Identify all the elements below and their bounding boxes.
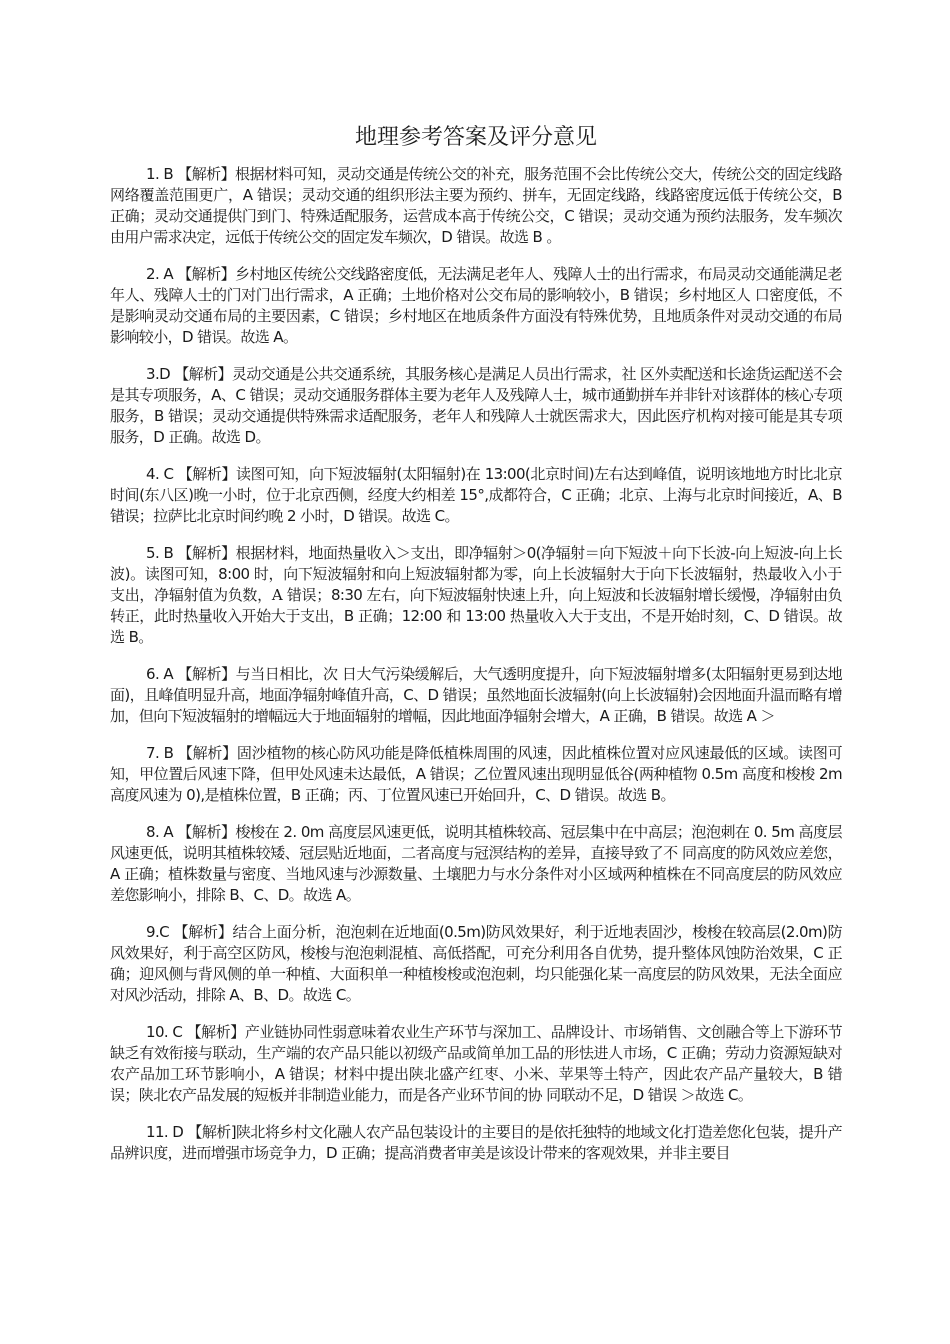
answer-paragraph-8: 8. A 【解析】梭梭在 2. 0m 高度层风速更低，说明其植株较高、冠层集中在中高层；泡泡刺在 0. 5m 高度层风速更低，说明其植株较矮、冠层贴近地面，二者高度与冠溟结构的差异，直接导致了不 同高度的防风效应差您，A 正确；植株数量与密度、当地风速与沙源数量、土壤肥力与水分条件对小区域两种植株在不同高度层的防风效应差您影响小，排除 B、C、D。故选 A。 xyxy=(110,823,842,904)
answer-paragraph-6: 6. A 【解析】与当日相比，次 日大气污染缓解后，大气透明度提升，向下短波辐射增多(太阳辐射更易到达地面)，且峰值明显升高，地面净辐射峰值升高，C、D 错误；虽然地面长波辐射(向上长波辐射)会因地面升温而略有增加，但向下短波辐射的增幅远大于地面辐射的增幅，因此地面净辐射会增大，A 正确，B 错误。故选 A ＞ xyxy=(110,665,842,725)
answer-paragraph-4: 4. C 【解析】读图可知，向下短波辐射(太阳辐射)在 13:00(北京时间)左右达到峰值，说明该地地方时比北京时间(东八区)晚一小时，位于北京西侧，经度大约相差 15°,成都符合，C 正确；北京、上海与北京时间接近，A、B 错误；拉萨比北京时间约晚 2 小时，D 错误。故选 C。 xyxy=(110,465,842,525)
answer-paragraph-5-part-1: 5. B 【解析】根据材料，地面热量收入＞支出，即净辐射＞0(净辐射＝向下短波＋向下长波-向上短波-向上长波)。读图可知，8:00 时，向下短波辐射和向上短波辐射都为零，向上长波辐射大于向下长波辐射， xyxy=(110,544,842,583)
answer-paragraph-5-part-2: 热最收入小于支出，净辐射值为负数，A 错误； xyxy=(110,565,843,604)
answer-document xyxy=(110,118,842,1180)
answer-paragraph-11: 11. D 【解析]陕北将乡村文化融人农产品包装设计的主要目的是依托独特的地域文化打造差您化包装，提升产品辨识度，进而增强市场竞争力，D 正确；提高消费者审美是该设计带来的客观效果，并非主要目 xyxy=(110,1123,842,1162)
answer-paragraph-7: 7. B 【解析】固沙植物的核心防风功能是降低植株周围的风速，因此植株位置对应风速最低的区域。读图可知，甲位置后风速下降，但甲处风速未达最低，A 错误；乙位置风速出现明显低谷(两种植物 0.5m 高度和梭梭 2m 高度风速为 0),是植株位置，B 正确；丙、丁位置风速已开始回升，C、D 错误。故选 B。 xyxy=(110,744,842,804)
answer-paragraph-1: 1. B 【解析】根据材料可知，灵动交通是传统公交的补充，服务范围不会比传统公交大，传统公交的固定线路网络覆盖范围更广，A 错误；灵动交通的组织形法主要为预约、拼车，无固定线路，线路密度远低于传统公交，B 正确；灵动交通提供门到门、特殊适配服务，运营成本高于传统公交，C 错误；灵动交通为预约法服务，发车频次由用户需求决定，远低于传统公交的固定发车频次，D 错误。故选 B 。 xyxy=(110,165,842,246)
answer-paragraph-5 xyxy=(110,543,842,648)
answer-paragraph-9: 9.C 【解析】结合上面分析，泡泡刺在近地面(0.5m)防风效果好，利于近地表固沙，梭梭在较高层(2.0m)防风效果好，利于高空区防风，梭梭与泡泡刺混植、高低搭配，可充分利用各自优势，提升整体风蚀防治效果，C 正确；迎风侧与背风侧的单一种植、大面积单一种植梭梭或泡泡刺，均只能强化某一高度层的防风效果，无法全面应对风沙活动，排除 A、B、D。故选 C。 xyxy=(110,923,842,1004)
answer-paragraph-10: 10. C 【解析】产业链协同性弱意味着农业生产环节与深加工、品牌设计、市场销售、文创融合等上下游环节缺乏有效衔接与联动，生产端的农产品只能以初级产品或简单加工品的形怯进人市场，C 正确；劳动力资源短缺对农产品加工环节影响小，A 错误；材料中提出陕北盛产红枣、小米、苹果等土特产，因此农产品产量较大，B 错误；陕北农产品发展的短板并非制造业能力，而是各产业环节间的协 同联动不足，D 错误 ＞故选 C。 xyxy=(110,1023,842,1104)
document-title: 地理参考答案及评分意见 xyxy=(354,125,597,150)
answer-paragraph-3: 3.D 【解析】灵动交通是公共交通系统，其服务核心是满足人员出行需求，社 区外卖配送和长途货运配送不会是其专项服务，A、C 错误；灵动交通服务群体主要为老年人及残障人士，城市通勤拼车并非针对该群体的核心专项服务，B 错误；灵动交通提供特殊需求适配服务，老年人和残障人士就医需求大，因此医疗机构对接可能是其专项服务，D 正确。故选 D。 xyxy=(110,365,842,446)
answer-paragraph-2: 2. A 【解析】乡村地区传统公交线路密度低，无法满足老年人、残障人士的出行需求，布局灵动交通能满足老年人、残障人士的门对门出行需求，A 正确；土地价格对公交布局的影响较小，B 错误；乡村地区人 口密度低，不是影响灵动交通布局的主要因素，C 错误；乡村地区在地质条件方面没有特殊优势，且地质条件对灵动交通的布局影响较小，D 错误。故选 A。 xyxy=(110,265,842,346)
answer-paragraph-5-part-3: 8:30 左右，向下短波辐射快速上升，向上短波和长波辐射增长缓慢，净辐射由负转正，此时热量收入开始大于支出，B 正确；12:00 和 13:00 热量收入大于支出，不是开始时刻，C、D 错误。故选 B。 xyxy=(110,586,842,646)
